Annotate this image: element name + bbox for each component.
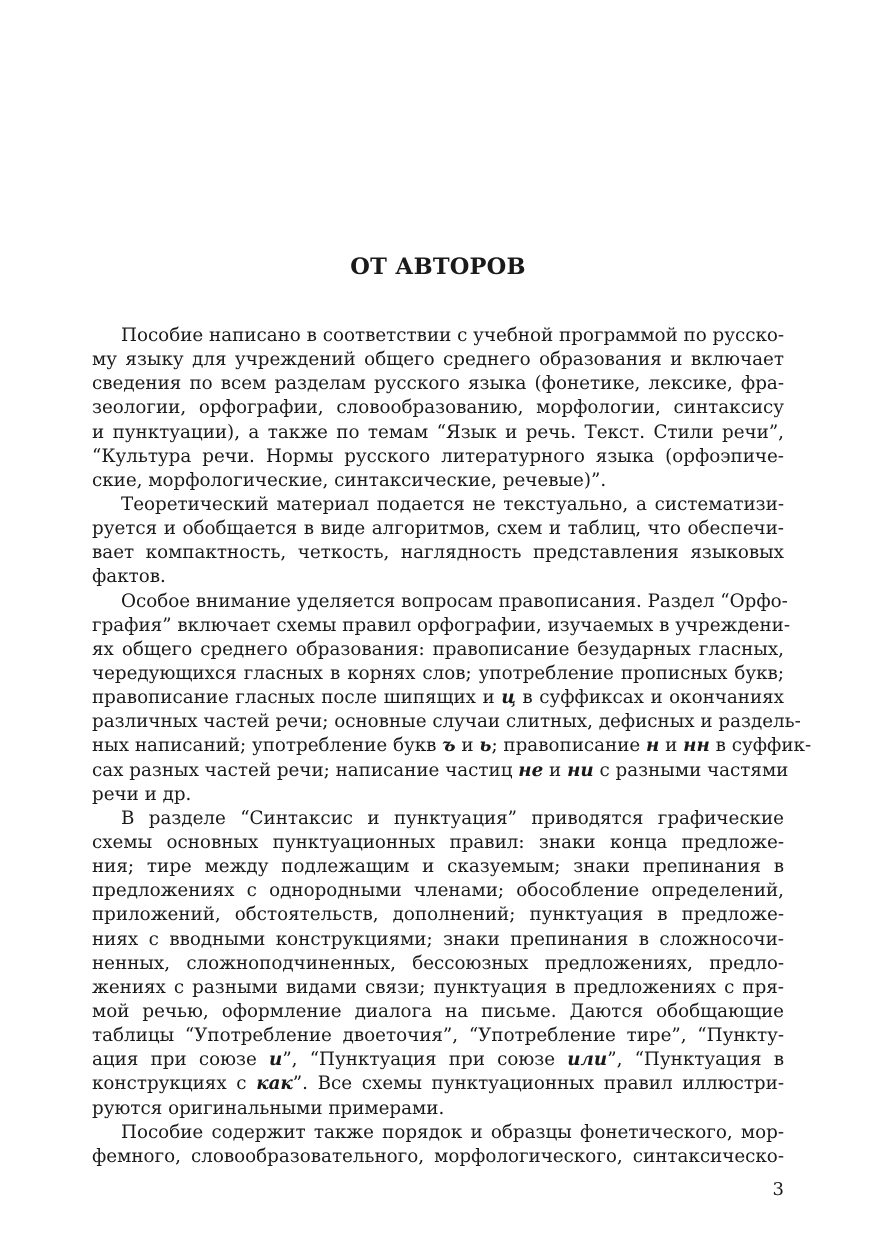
text-line — [92, 348, 784, 372]
text-line — [92, 469, 784, 493]
paragraph — [92, 1121, 784, 1169]
text-segment: графия” включает схемы правил орфографии, изучаемых в учреждени- — [92, 614, 790, 636]
text-line — [92, 759, 789, 783]
text-line — [92, 1048, 784, 1072]
text-segment: ские, морфологические, синтаксические, речевые)”. — [92, 469, 607, 491]
text-line — [92, 1000, 784, 1024]
text-segment: Особое внимание уделяется вопросам правописания. Раздел “Орфо- — [121, 590, 788, 612]
text-segment: ных написаний; употребление букв — [92, 735, 443, 757]
text-segment: ”, “Пунктуация в — [607, 1049, 784, 1071]
text-segment: схемы основных пунктуационных правил: знаки конца предложе- — [92, 831, 784, 853]
emphasized-term: ни — [567, 759, 594, 781]
text-segment: правописание гласных после шипящих и — [92, 687, 502, 709]
text-segment: и — [659, 735, 684, 757]
text-segment: жениях с разными видами связи; пунктуация в предложениях с пря- — [92, 976, 784, 998]
text-line — [92, 662, 784, 686]
text-line — [92, 372, 784, 396]
text-segment: чередующихся гласных в корнях слов; употребление прописных букв; — [92, 662, 784, 684]
text-line — [92, 1024, 784, 1048]
emphasized-term: н — [646, 735, 660, 757]
text-segment: зеологии, орфографии, словообразованию, морфологии, синтаксису — [92, 397, 784, 419]
page-number: 3 — [772, 1179, 784, 1200]
text-segment: в суффиксах и окончаниях — [515, 687, 784, 709]
paragraph — [92, 493, 784, 590]
text-segment: сведения по всем разделам русского языка (фонетике, лексике, фра- — [92, 373, 784, 395]
page-title: ОТ АВТОРОВ — [350, 254, 526, 280]
text-segment: различных частей речи; основные случаи слитных, дефисных и раздель- — [92, 711, 801, 733]
text-line — [92, 517, 784, 541]
paragraph — [92, 807, 784, 1121]
paragraph — [92, 324, 784, 493]
body-text — [92, 324, 812, 1169]
paragraph — [92, 590, 812, 807]
text-line — [92, 324, 784, 348]
text-segment: Теоретический материал подается не текстуально, а систематизи- — [121, 493, 784, 515]
text-line — [92, 734, 812, 758]
text-segment: ненных, сложноподчиненных, бессоюзных предложениях, предло- — [92, 952, 784, 974]
text-segment: и пунктуации), а также по темам “Язык и речь. Текст. Стили речи”, — [92, 421, 784, 443]
emphasized-term: или — [567, 1049, 608, 1071]
text-segment: ния; тире между подлежащим и сказуемым; знаки препинания в — [92, 856, 784, 878]
text-line — [92, 614, 790, 638]
text-line — [92, 783, 784, 807]
text-segment: и — [455, 735, 480, 757]
text-line — [92, 710, 801, 734]
text-segment: сах разных частей речи; написание частиц — [92, 759, 519, 781]
text-segment: предложениях с однородными членами; обособление определений, — [92, 880, 784, 902]
text-segment: и — [543, 759, 568, 781]
text-line — [92, 831, 784, 855]
text-segment: таблицы “Употребление двоеточия”, “Употребление тире”, “Пункту- — [92, 1025, 784, 1047]
emphasized-term: нн — [683, 735, 710, 757]
text-line — [92, 1072, 784, 1096]
text-segment: в суффик- — [709, 735, 812, 757]
text-segment: ация при союзе — [92, 1049, 270, 1071]
emphasized-term: не — [518, 759, 544, 781]
text-segment: Пособие написано в соответствии с учебной программой по русско- — [121, 325, 785, 346]
text-segment: В разделе “Синтаксис и пунктуация” приводятся графические — [121, 807, 784, 829]
emphasized-term: и — [269, 1049, 283, 1071]
text-segment: ”. Все схемы пунктуационных правил иллюстри- — [292, 1073, 784, 1095]
text-line — [92, 903, 784, 927]
text-line — [92, 686, 784, 710]
text-segment: руется и обобщается в виде алгоритмов, схем и таблиц, что обеспечи- — [92, 518, 784, 540]
text-segment: с разными частями — [593, 759, 789, 781]
text-line — [92, 855, 784, 879]
text-segment: мой речью, оформление диалога на письме. Даются обобщающие — [92, 1000, 784, 1022]
text-segment: ях общего среднего образования: правописание безударных гласных, — [92, 638, 784, 660]
text-segment: речи и др. — [92, 783, 192, 805]
emphasized-term: ь — [479, 735, 492, 757]
text-segment: ”, “Пунктуация при союзе — [282, 1049, 568, 1071]
text-line — [92, 396, 784, 420]
text-segment: му языку для учреждений общего среднего образования и включает — [92, 349, 784, 371]
text-line — [92, 590, 788, 614]
text-line — [92, 952, 784, 976]
text-segment: Пособие содержит также порядок и образцы фонетического, мор- — [121, 1121, 784, 1143]
text-segment: вает компактность, четкость, наглядность представления языковых — [92, 542, 784, 564]
text-line — [92, 541, 784, 565]
emphasized-term: ц — [501, 687, 516, 709]
emphasized-term: ъ — [442, 735, 456, 757]
text-line — [92, 976, 784, 1000]
text-line — [92, 493, 784, 517]
text-line — [92, 445, 784, 469]
text-line — [92, 928, 784, 952]
text-line — [92, 1121, 784, 1145]
text-line — [92, 565, 784, 589]
text-line — [92, 1097, 784, 1121]
emphasized-term: как — [256, 1073, 293, 1095]
text-line — [92, 807, 784, 831]
text-segment: фактов. — [92, 566, 166, 588]
text-line — [92, 421, 784, 445]
text-segment: “Культура речи. Нормы русского литературного языка (орфоэпиче- — [92, 445, 784, 467]
text-segment: ниях с вводными конструкциями; знаки препинания в сложносочи- — [92, 928, 784, 950]
text-line — [92, 1145, 784, 1169]
text-segment: приложений, обстоятельств, дополнений; пунктуация в предложе- — [92, 904, 784, 926]
text-segment: конструкциях с — [92, 1073, 257, 1095]
text-segment: ; правописание — [491, 735, 647, 757]
text-line — [92, 638, 784, 662]
text-segment: фемного, словообразовательного, морфологического, синтаксическо- — [92, 1145, 784, 1167]
text-line — [92, 879, 784, 903]
text-segment: руются оригинальными примерами. — [92, 1097, 445, 1119]
